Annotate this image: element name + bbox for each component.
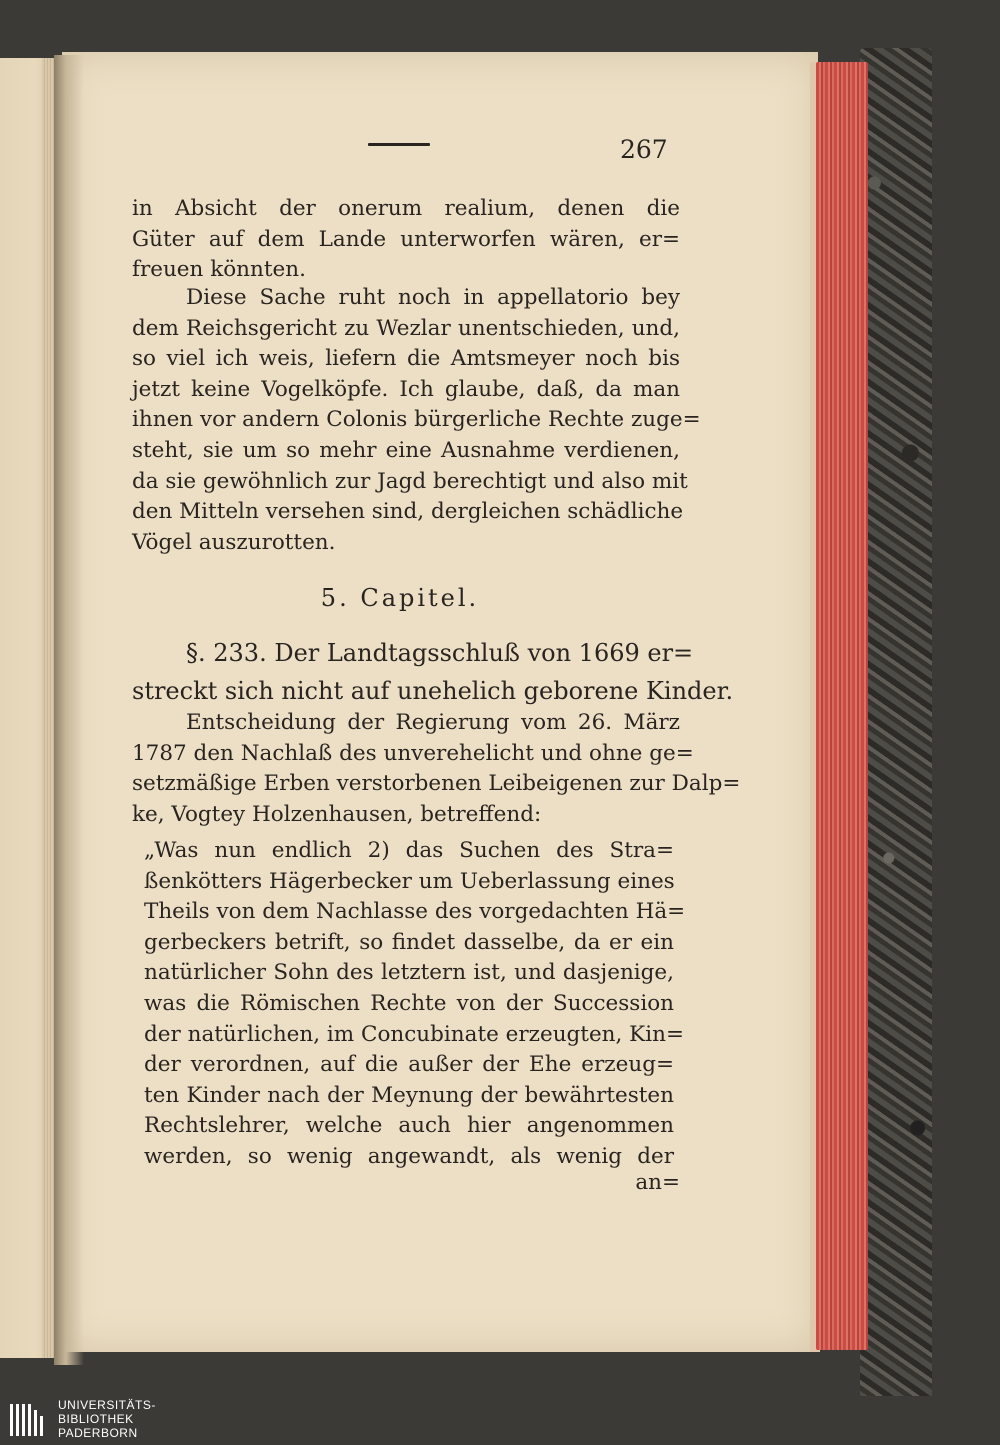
marbled-cover [860,48,932,1398]
text-line: „Was nun endlich 2) das Suchen des Stra= [144,838,674,863]
library-logo-icon [8,1400,48,1440]
text-line: Entscheidung der Regierung vom 26. März [186,710,680,735]
logo-line: BIBLIOTHEK [58,1412,134,1426]
text-line: in Absicht der onerum realium, denen die [132,196,680,221]
header-rule [368,143,430,146]
quoted-decision [144,836,686,1173]
text-line: freuen könnten. [132,257,306,283]
text-line: Rechtslehrer, welche auch hier angenommen [144,1113,674,1139]
text-line: Güter auf dem Lande unterworfen wären, er= [132,226,680,252]
text-line: steht, sie um so mehr eine Ausnahme verdienen, [132,437,680,463]
text-line: Theils von dem Nachlasse des vorgedachten Hä= [144,899,686,925]
text-line: was die Römischen Rechte von der Succession [144,990,674,1016]
text-line: der verordnen, auf die außer der Ehe erzeug= [144,1052,674,1078]
text-line: Vögel auszurotten. [132,529,336,555]
section-heading [132,634,734,710]
paragraph-1 [132,194,680,286]
text-line: den Mitteln versehen sind, dergleichen schädliche [132,499,684,525]
text-line: Diese Sache ruht noch in appellatorio bey [186,285,680,310]
chapter-heading: 5. Capitel. [320,584,480,612]
red-page-edges [816,62,868,1350]
catchword: an= [635,1170,680,1195]
text-line: 1787 den Nachlaß des unverehelicht und ohne ge= [132,740,694,766]
text-line: ten Kinder nach der Meynung der bewährtesten [144,1082,674,1108]
text-line: der natürlichen, im Concubinate erzeugten, Kin= [144,1021,684,1047]
text-line: natürlicher Sohn des letztern ist, und dasjenige, [144,960,674,986]
text-line: so viel ich weis, liefern die Amtsmeyer noch bis [132,346,680,372]
text-line: werden, so wenig angewandt, als wenig der [144,1143,674,1169]
text-line: gerbeckers betrift, so findet dasselbe, da er ein [144,929,674,955]
text-line: ke, Vogtey Holzenhausen, betreffend: [132,801,542,827]
logo-line: UNIVERSITÄTS- [58,1398,156,1412]
library-logo-text [58,1398,156,1440]
text-line: jetzt keine Vogelköpfe. Ich glaube, daß, da man [132,376,680,402]
text-line: da sie gewöhnlich zur Jagd berechtigt und also mit [132,468,688,494]
gutter-shadow [54,55,84,1365]
text-line: streckt sich nicht auf unehelich geborene Kinder. [132,677,734,705]
logo-line: PADERBORN [58,1426,138,1440]
paragraph-2 [132,283,701,558]
page-number: 267 [620,135,668,164]
left-page-edges [42,58,54,1358]
text-line: ihnen vor andern Colonis bürgerliche Rechte zuge= [132,407,701,433]
text-line: setzmäßige Erben verstorbenen Leibeigenen zur Dalp= [132,771,741,797]
text-line: §. 233. Der Landtagsschluß von 1669 er= [186,639,694,667]
text-line: ßenkötters Hägerbecker um Ueberlassung eines [144,868,675,894]
decision-paragraph [132,708,741,830]
text-line: dem Reichsgericht zu Wezlar unentschieden, und, [132,315,680,341]
